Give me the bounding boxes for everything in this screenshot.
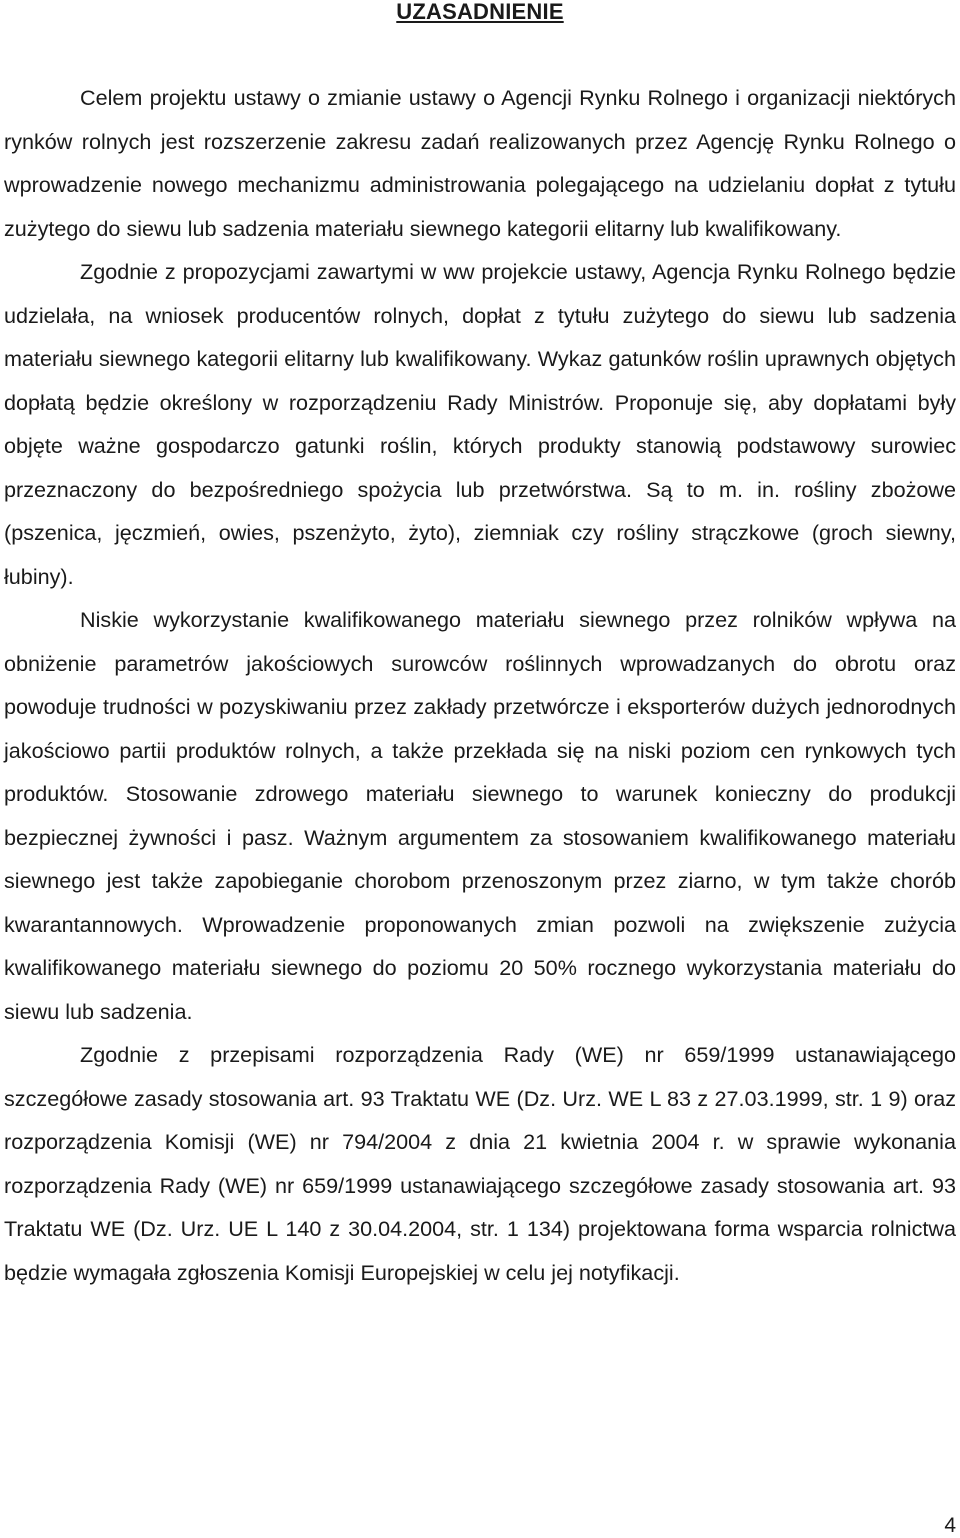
page-number: 4 bbox=[944, 1514, 956, 1537]
paragraph-3: Niskie wykorzystanie kwalifikowanego materiału siewnego przez rolników wpływa na obniżenie parametrów jakościowych surowców roślinnych wprowadzanych do obrotu oraz powoduje trudności w pozyskiwaniu przez zakłady przetwórcze i eksporterów dużych jednorodnych jakościowo partii produktów rolnych, a także przekłada się na niski poziom cen rynkowych tych produktów. Stosowanie zdrowego materiału siewnego to warunek konieczny do produkcji bezpiecznej żywności i pasz. Ważnym argumentem za stosowaniem kwalifikowanego materiału siewnego jest także zapobieganie chorobom przenoszonym przez ziarno, w tym także chorób kwarantannowych. Wprowadzenie proponowanych zmian pozwoli na zwiększenie zużycia kwalifikowanego materiału siewnego do poziomu 20 50% rocznego wykorzystania materiału do siewu lub sadzenia. bbox=[4, 607, 956, 1024]
document-body bbox=[4, 76, 956, 1294]
paragraph-1: Celem projektu ustawy o zmianie ustawy o Agencji Rynku Rolnego i organizacji niektórych rynków rolnych jest rozszerzenie zakresu zadań realizowanych przez Agencję Rynku Rolnego o wprowadzenie nowego mechanizmu administrowania polegającego na udzielaniu dopłat z tytułu zużytego do siewu lub sadzenia materiału siewnego kategorii elitarny lub kwalifikowany. bbox=[4, 85, 956, 241]
document-title: UZASADNIENIE bbox=[396, 0, 564, 24]
paragraph-2: Zgodnie z propozycjami zawartymi w ww projekcie ustawy, Agencja Rynku Rolnego będzie udzielała, na wniosek producentów rolnych, dopłat z tytułu zużytego do siewu lub sadzenia materiału siewnego kategorii elitarny lub kwalifikowany. Wykaz gatunków roślin uprawnych objętych dopłatą będzie określony w rozporządzeniu Rady Ministrów. Proponuje się, aby dopłatami były objęte ważne gospodarczo gatunki roślin, których produkty stanowią podstawowy surowiec przeznaczony do bezpośredniego spożycia lub przetwórstwa. Są to m. in. rośliny zbożowe (pszenica, jęczmień, owies, pszenżyto, żyto), ziemniak czy rośliny strączkowe (groch siewny, łubiny). bbox=[4, 259, 956, 589]
paragraph-4: Zgodnie z przepisami rozporządzenia Rady (WE) nr 659/1999 ustanawiającego szczegółowe zasady stosowania art. 93 Traktatu WE (Dz. Urz. WE L 83 z 27.03.1999, str. 1 9) oraz rozporządzenia Komisji (WE) nr 794/2004 z dnia 21 kwietnia 2004 r. w sprawie wykonania rozporządzenia Rady (WE) nr 659/1999 ustanawiającego szczegółowe zasady stosowania art. 93 Traktatu WE (Dz. Urz. UE L 140 z 30.04.2004, str. 1 134) projektowana forma wsparcia rolnictwa będzie wymagała zgłoszenia Komisji Europejskiej w celu jej notyfikacji. bbox=[4, 1042, 956, 1285]
